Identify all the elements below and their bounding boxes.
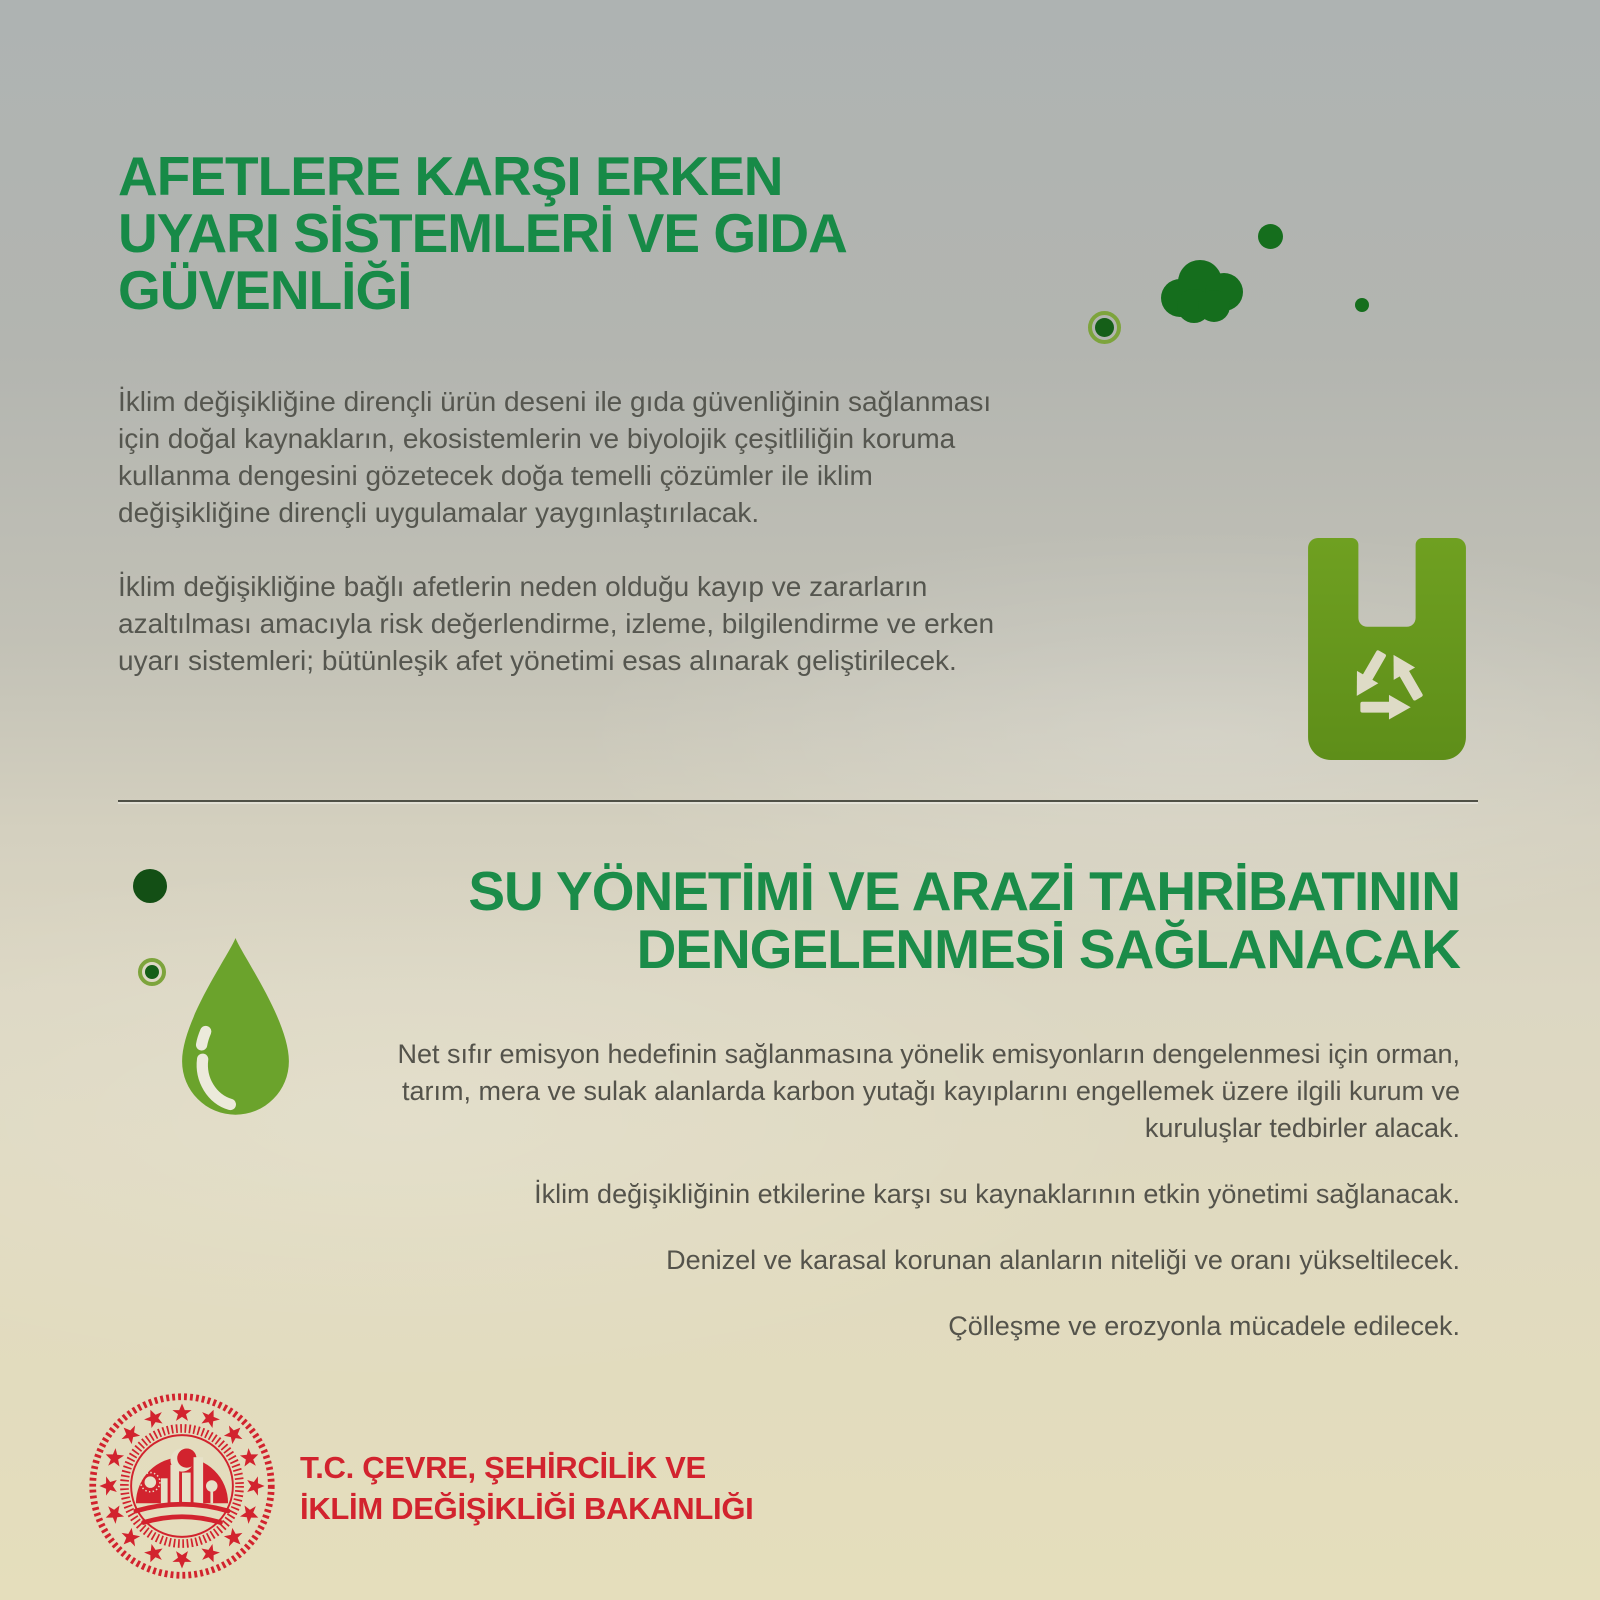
ringed-dot-core [1095,318,1114,337]
decor-dot [133,869,167,903]
water-drop-icon [173,936,298,1126]
recycle-bag-icon [1308,538,1466,760]
ringed-dot-core [145,965,159,979]
decor-dot [1355,298,1369,312]
section-divider [118,800,1478,802]
disasters-paragraph-1: İklim değişikliğine dirençli ürün deseni ile gıda güvenliğinin sağlanması için doğal kaynakların, ekosistemlerin ve biyolojik çeşitliliğin koruma kullanma dengesini gözetecek doğa temelli çözümler ile iklim değişikliğine dirençli uygulamalar yaygınlaştırılacak. [118,386,992,528]
water-section-title [340,862,1460,978]
ringed-dot-icon [138,958,166,986]
disasters-paragraph-2: İklim değişikliğine bağlı afetlerin neden olduğu kayıp ve zararların azaltılması amacıyla risk değerlendirme, izleme, bilgilendirme ve erken uyarı sistemleri; bütünleşik afet yönetimi esas alınarak geliştirilecek. [118,571,995,676]
water-paragraph-2: İklim değişikliğinin etkilerine karşı su kaynaklarının etkin yönetimi sağlanacak. [534,1179,1460,1209]
title-line: SU YÖNETİMİ VE ARAZİ TAHRİBATININ [468,860,1460,922]
cloud-icon [1150,250,1260,330]
water-paragraph-3: Denizel ve karasal korunan alanların niteliği ve oranı yükseltilecek. [666,1245,1460,1275]
decor-dot [1258,224,1283,249]
title-line: AFETLERE KARŞI ERKEN [118,145,783,207]
ministry-name [300,1447,753,1529]
water-paragraph-1: Net sıfır emisyon hedefinin sağlanmasına yönelik emisyonların dengelenmesi için orman, tarım, mera ve sulak alanlarda karbon yutağı kayıplarını engellemek üzere ilgili kurum ve kuruluşlar tedbirler alacak. [397,1039,1460,1143]
water-paragraph-4: Çölleşme ve erozyonla mücadele edilecek. [948,1311,1460,1341]
water-section-copy [340,1036,1460,1345]
ministry-name-line: İKLİM DEĞİŞİKLİĞİ BAKANLIĞI [300,1491,754,1526]
title-line: UYARI SİSTEMLERİ VE GIDA [118,202,847,264]
ministry-name-line: T.C. ÇEVRE, ŞEHİRCİLİK VE [300,1450,706,1485]
title-line: GÜVENLİĞİ [118,259,412,321]
disasters-section-title [118,145,847,321]
ministry-logo [86,1390,278,1582]
title-line: DENGELENMESİ SAĞLANACAK [636,918,1460,980]
ringed-dot-icon [1088,311,1121,344]
